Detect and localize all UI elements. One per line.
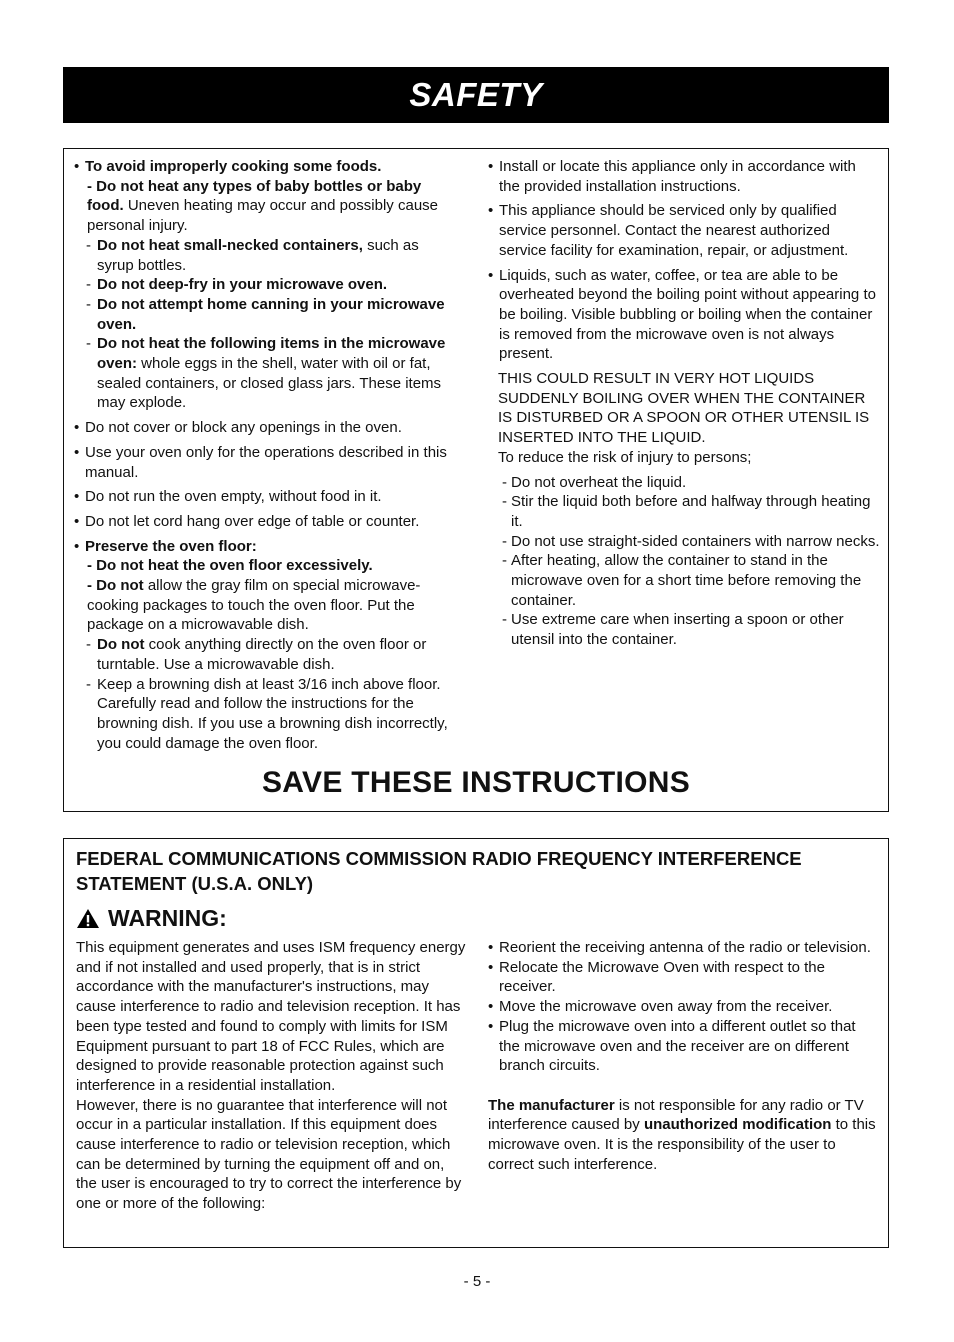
warning-triangle-icon [76, 908, 100, 929]
safety-left-column [74, 157, 456, 758]
header-banner [63, 67, 889, 123]
list-item: • Move the microwave oven away from the receiver. [488, 998, 833, 1016]
list-item: • Install or locate this appliance only in accordance with the provided installation instructions. [488, 158, 856, 195]
list-item: • Use your oven only for the operations described in this manual. [74, 443, 447, 481]
reduce-risk-text: To reduce the risk of injury to persons; [498, 448, 752, 466]
list-item: • Do not run the oven empty, without food in it. [74, 488, 382, 506]
list-item: • Preserve the oven floor: - Do not heat the oven floor excessively. - Do not allow the gray film on special microwave-cooking packages to touch the oven floor. Put the package on a microwavable dish. - Do not cook anything directly on the oven floor or turntable. Use a microwavable dish. - Keep a browning dish at least 3/16 inch above floor. Carefully read and follow the instructions for the browning dish. If you use a browning dish incorrectly, you could damage the oven floor. [74, 537, 448, 752]
warning-heading [76, 904, 227, 932]
list-item: • This appliance should be serviced only by qualified service personnel. Contact the nearest authorized service facility for examination, repair, or adjustment. [488, 202, 849, 259]
page-number: - 5 - [463, 1273, 491, 1290]
list-item: • Do not let cord hang over edge of table or counter. [74, 512, 420, 530]
list-item: • Relocate the Microwave Oven with respect to the receiver. [488, 958, 825, 996]
list-item: • Do not cover or block any openings in the oven. [74, 419, 402, 437]
list-item: - After heating, allow the container to stand in the microwave oven for a short time before removing the container. [502, 552, 862, 609]
page-title: SAFETY [409, 76, 543, 113]
list-item: - Use extreme care when inserting a spoon or other utensil into the container. [502, 611, 844, 649]
safety-right-column [488, 157, 880, 650]
fcc-paragraph: This equipment generates and uses ISM frequency energy and if not installed and used properly, that is in strict accordance with the manufacturer's instructions, may cause interference to radio and television reception. It has been type tested and found to comply with limits for ISM Equipment pursuant to part 18 of FCC Rules, which are designed to provide reasonable protection against such interference in a residential installation. [76, 939, 466, 1094]
warning-label: WARNING: [108, 905, 227, 931]
list-item: - Stir the liquid both before and halfway through heating it. [502, 493, 871, 530]
fcc-title: FEDERAL COMMUNICATIONS COMMISSION RADIO FREQUENCY INTERFERENCE STATEMENT (U.S.A. ONLY) [76, 848, 802, 894]
fcc-paragraph: However, there is no guarantee that interference will not occur in a particular installation. If this equipment does cause interference to radio or television reception, which can be determined by turning the equipment off and on, the user is encouraged to try to correct the interference by one or more of the following: [76, 1096, 462, 1213]
list-item: - Do not use straight-sided containers with narrow necks. [502, 532, 880, 550]
safety-box [63, 148, 889, 812]
list-item: • Liquids, such as water, coffee, or tea are able to be overheated beyond the boiling point without appearing to be boiling. Visible bubbling or boiling when the container is removed from the microwave oven is not always present. [488, 266, 876, 363]
manufacturer-note: The manufacturer is not responsible for any radio or TV interference caused by unauthorized modification to this microwave oven. It is the responsibility of the user to correct such interference. [488, 1096, 876, 1173]
fcc-right-column [488, 938, 880, 1174]
fcc-left-column [76, 938, 468, 1214]
list-item: - Do not overheat the liquid. [502, 473, 687, 491]
list-item: • Plug the microwave oven into a different outlet so that the microwave oven and the receiver are on different branch circuits. [488, 1017, 856, 1075]
list-item: • Reorient the receiving antenna of the radio or television. [488, 939, 871, 956]
save-instructions-heading: SAVE THESE INSTRUCTIONS [261, 766, 691, 799]
caps-warning: THIS COULD RESULT IN VERY HOT LIQUIDS SUDDENLY BOILING OVER WHEN THE CONTAINER IS DISTURBED OR A SPOON OR OTHER UTENSIL IS INSERTED INTO THE LIQUID. [498, 370, 870, 447]
fcc-box [63, 838, 889, 1248]
list-item: • To avoid improperly cooking some foods. - Do not heat any types of baby bottles or baby food. Uneven heating may occur and possibly cause personal injury. - Do not heat small-necked containers, such as syrup bottles. - Do not deep-fry in your microwave oven. - Do not attempt home canning in your microwave oven. - Do not heat the following items in the microwave oven: whole eggs in the shell, water with oil or fat, sealed containers, or closed glass jars. These items may explode. [74, 158, 446, 412]
